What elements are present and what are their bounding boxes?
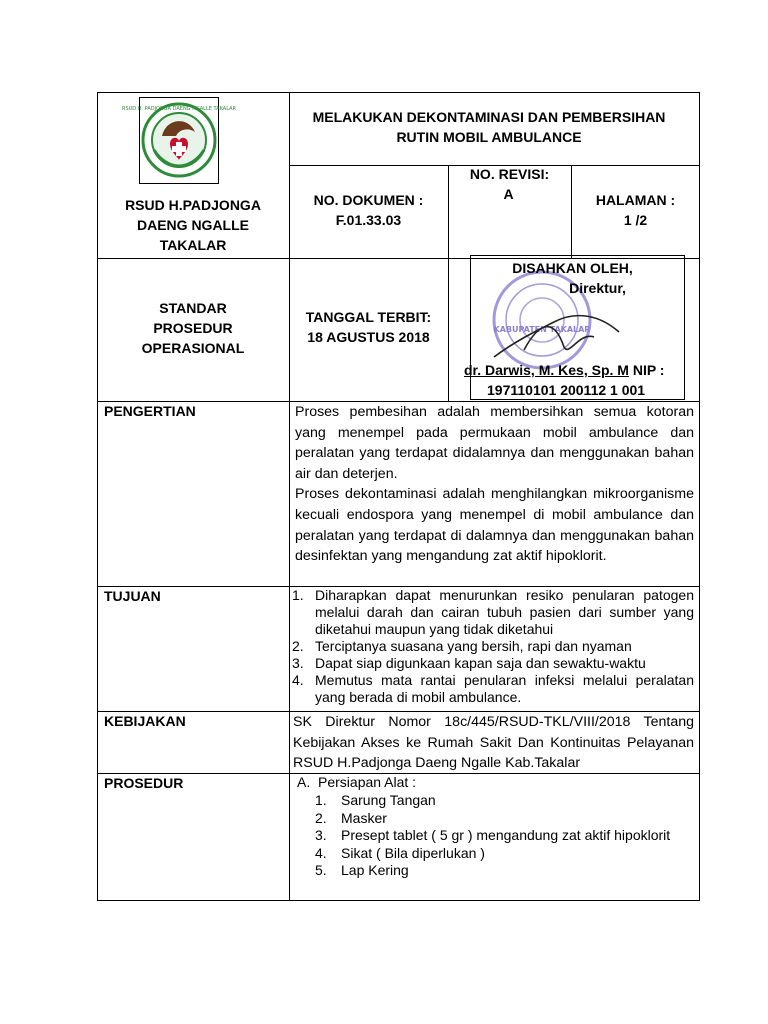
list-item	[292, 655, 694, 672]
list-item-text: Presept tablet ( 5 gr ) mengandung zat aktif hipoklorit	[341, 827, 671, 843]
sop-label-line-1: STANDAR	[159, 300, 227, 316]
revision-number	[448, 164, 571, 204]
section-content-pengertian	[295, 402, 694, 567]
list-item	[315, 827, 684, 845]
signer-line	[464, 360, 694, 380]
logo-emblem-icon	[122, 98, 236, 183]
svg-text:RSUD H. PADJONGA DAENG NGALLE: RSUD H. PADJONGA DAENG NGALLE TAKALAR	[122, 106, 236, 112]
list-item-text: Diharapkan dapat menurunkan resiko penularan patogen melalui darah dan cairan tubuh pasien dari sumber yang diketahui maupun yang tidak diketahui	[315, 587, 694, 637]
pengertian-paragraph-1: Proses pembesihan adalah membersihkan semua kotoran yang menempel pada permukaan mobil ambulance dan peralatan yang terdapat didalamnya dan menggunakan bahan air dan deterjen.	[295, 404, 694, 482]
header-divider-date	[448, 258, 449, 402]
list-item-text: Terciptanya suasana yang bersih, rapi dan nyaman	[315, 638, 632, 654]
document-number-label: NO. DOKUMEN :	[313, 192, 424, 208]
section-label-prosedur: PROSEDUR	[104, 775, 184, 791]
list-item	[315, 792, 684, 810]
hospital-name	[97, 195, 289, 255]
list-item-text: Dapat siap digunkaan kapan saja dan sewaktu-waktu	[315, 655, 646, 671]
section-label-pengertian: PENGERTIAN	[104, 403, 196, 419]
list-item-number: 3.	[315, 827, 327, 843]
hospital-name-line-1: RSUD H.PADJONGA	[125, 197, 261, 213]
page-value: 1 /2	[623, 212, 648, 228]
section-label-kebijakan: KEBIJAKAN	[104, 713, 186, 729]
nip-label: NIP :	[628, 362, 665, 378]
list-item-number: 5.	[315, 862, 327, 878]
issue-date	[289, 307, 448, 347]
document-title	[289, 107, 689, 147]
list-item	[292, 587, 694, 638]
director-label: Direktur,	[569, 280, 626, 296]
list-item	[315, 862, 684, 880]
approval-heading	[470, 258, 685, 298]
prosedur-list	[315, 792, 684, 880]
section-content-kebijakan	[293, 712, 694, 774]
revision-value: A	[503, 186, 514, 202]
list-item-number: 2.	[292, 638, 304, 654]
list-item-text: Sarung Tangan	[341, 792, 436, 808]
prosedur-heading: A. Persiapan Alat :	[297, 774, 417, 790]
document-number	[289, 190, 448, 230]
list-item-number: 4.	[315, 844, 327, 861]
hospital-name-line-2: DAENG NGALLE	[137, 217, 249, 233]
list-item-number: 1.	[292, 587, 304, 603]
list-item-text: Lap Kering	[341, 862, 409, 878]
section-label-tujuan: TUJUAN	[104, 588, 161, 604]
sop-label-line-2: PROSEDUR	[153, 320, 233, 336]
nip-value: 197110101 200112 1 001	[487, 382, 646, 398]
list-item	[315, 845, 684, 863]
content-divider	[289, 401, 290, 901]
issue-date-label: TANGGAL TERBIT:	[305, 309, 432, 325]
list-item	[292, 672, 694, 706]
list-item-text: Masker	[341, 809, 387, 826]
revision-label: NO. REVISI:	[469, 166, 550, 182]
hospital-logo	[122, 97, 236, 184]
list-item-number: 1.	[315, 792, 327, 808]
sop-label	[97, 298, 289, 358]
page-number	[571, 190, 700, 230]
sop-label-line-3: OPERASIONAL	[141, 340, 245, 356]
tujuan-list	[292, 587, 694, 706]
document-title-line-1: MELAKUKAN DEKONTAMINASI DAN PEMBERSIHAN	[312, 109, 666, 125]
list-item-text: Memutus mata rantai penularan infeksi melalui peralatan yang berada di mobil ambulance.	[315, 672, 694, 705]
issue-date-value: 18 AGUSTUS 2018	[307, 329, 430, 345]
page-label: HALAMAN :	[595, 192, 676, 208]
list-item	[315, 810, 684, 828]
hospital-name-line-3: TAKALAR	[159, 237, 227, 253]
signer-name: dr. Darwis, M. Kes, Sp. M	[464, 362, 629, 378]
list-item-number: 2.	[315, 809, 327, 826]
pengertian-paragraph-2: Proses dekontaminasi adalah menghilangkan mikroorganisme kecuali endospora yang menempel di mobil ambulance dan peralatan yang terdapat di dalamnya dan menggunakan bahan desinfektan yang mengandung zat aktif hipoklorit.	[295, 486, 694, 565]
list-item-text: Sikat ( Bila diperlukan )	[341, 844, 485, 861]
list-item-number: 3.	[292, 655, 304, 671]
document-title-line-2: RUTIN MOBIL AMBULANCE	[396, 129, 582, 145]
document-number-value: F.01.33.03	[335, 212, 402, 228]
approved-by-label: DISAHKAN OLEH,	[512, 260, 633, 276]
list-item	[292, 638, 694, 655]
list-item-number: 4.	[292, 672, 304, 688]
svg-text:KABUPATEN TAKALAR: KABUPATEN TAKALAR	[493, 325, 591, 334]
signer-block	[464, 360, 694, 400]
kebijakan-text: SK Direktur Nomor 18c/445/RSUD-TKL/VIII/2018 Tentang Kebijakan Akses ke Rumah Sakit Dan Kontinuitas Pelayanan RSUD H.Padjonga Daeng Ngalle Kab.Takalar	[293, 714, 694, 772]
